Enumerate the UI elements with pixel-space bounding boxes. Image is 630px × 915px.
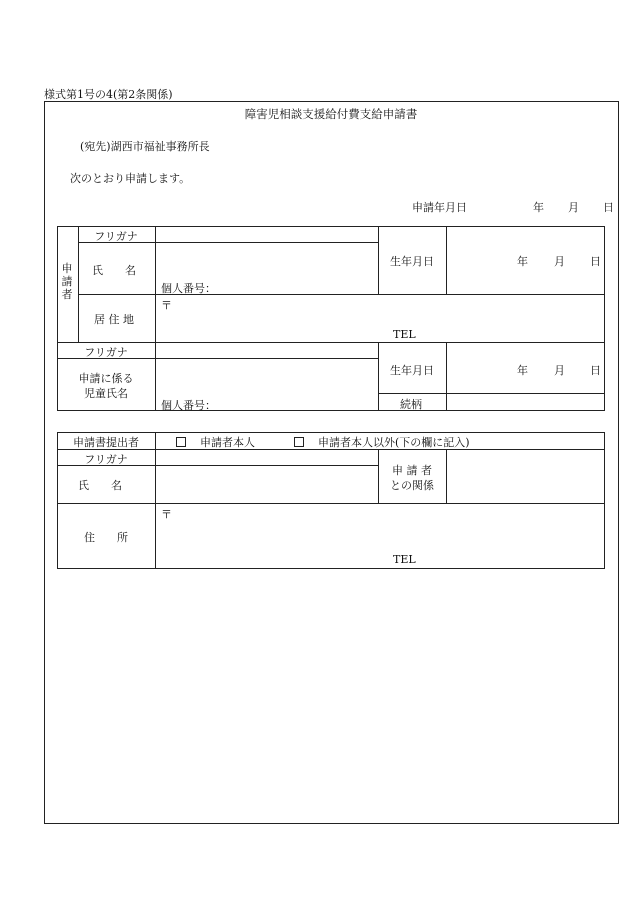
submitter-option-self[interactable]	[176, 434, 255, 450]
intro-text: 次のとおり申請します。	[70, 172, 191, 185]
applicant-tel-label: TEL	[393, 328, 416, 341]
child-birth-year: 年	[517, 364, 528, 377]
applicant-side-label: 申請者	[61, 262, 73, 301]
child-name-label-2: 児童氏名	[84, 387, 128, 400]
child-furigana-label: フリガナ	[84, 346, 128, 359]
applicant-birth-day: 日	[590, 255, 601, 268]
applicant-name-label: 氏 名	[92, 264, 136, 277]
child-name-label-1: 申請に係る	[78, 372, 134, 385]
option-self-label: 申請者本人	[200, 436, 255, 449]
applicant-personal-number-label: 個人番号：	[161, 282, 216, 295]
child-birth-month: 月	[554, 364, 565, 377]
submitter-name-label: 氏 名	[78, 479, 122, 492]
addressee: (宛先)湖西市福祉事務所長	[80, 140, 210, 153]
applicant-postal-mark: 〒	[161, 299, 172, 312]
child-birthdate-label: 生年月日	[390, 364, 434, 377]
submitter-label: 申請書提出者	[73, 436, 139, 449]
checkbox-self[interactable]	[176, 437, 186, 447]
applicant-birthdate-label: 生年月日	[390, 255, 434, 268]
submitter-relation-label-1: 申 請 者	[392, 464, 432, 477]
application-day: 日	[603, 201, 614, 214]
applicant-birth-month: 月	[554, 255, 565, 268]
submitter-relation-label-2: との関係	[390, 479, 434, 492]
applicant-birth-year: 年	[517, 255, 528, 268]
submitter-tel-label: TEL	[393, 553, 416, 566]
submitter-postal-mark: 〒	[161, 508, 172, 521]
submitter-address-label: 住 所	[84, 531, 128, 544]
child-personal-number-label: 個人番号：	[161, 399, 216, 412]
child-birth-day: 日	[590, 364, 601, 377]
checkbox-other[interactable]	[294, 437, 304, 447]
form-title: 障害児相談支援給付費支給申請書	[244, 107, 418, 121]
applicant-address-label: 居 住 地	[94, 313, 134, 326]
application-year: 年	[533, 201, 544, 214]
submitter-furigana-label: フリガナ	[84, 453, 128, 466]
submitter-option-other[interactable]	[294, 434, 470, 450]
applicant-furigana-label: フリガナ	[94, 230, 138, 243]
application-date-label: 申請年月日	[412, 201, 467, 214]
form-number: 様式第1号の4(第2条関係)	[44, 88, 173, 101]
application-month: 月	[568, 201, 579, 214]
child-relation-label: 続柄	[400, 398, 422, 411]
option-other-label: 申請者本人以外(下の欄に記入)	[318, 436, 470, 449]
